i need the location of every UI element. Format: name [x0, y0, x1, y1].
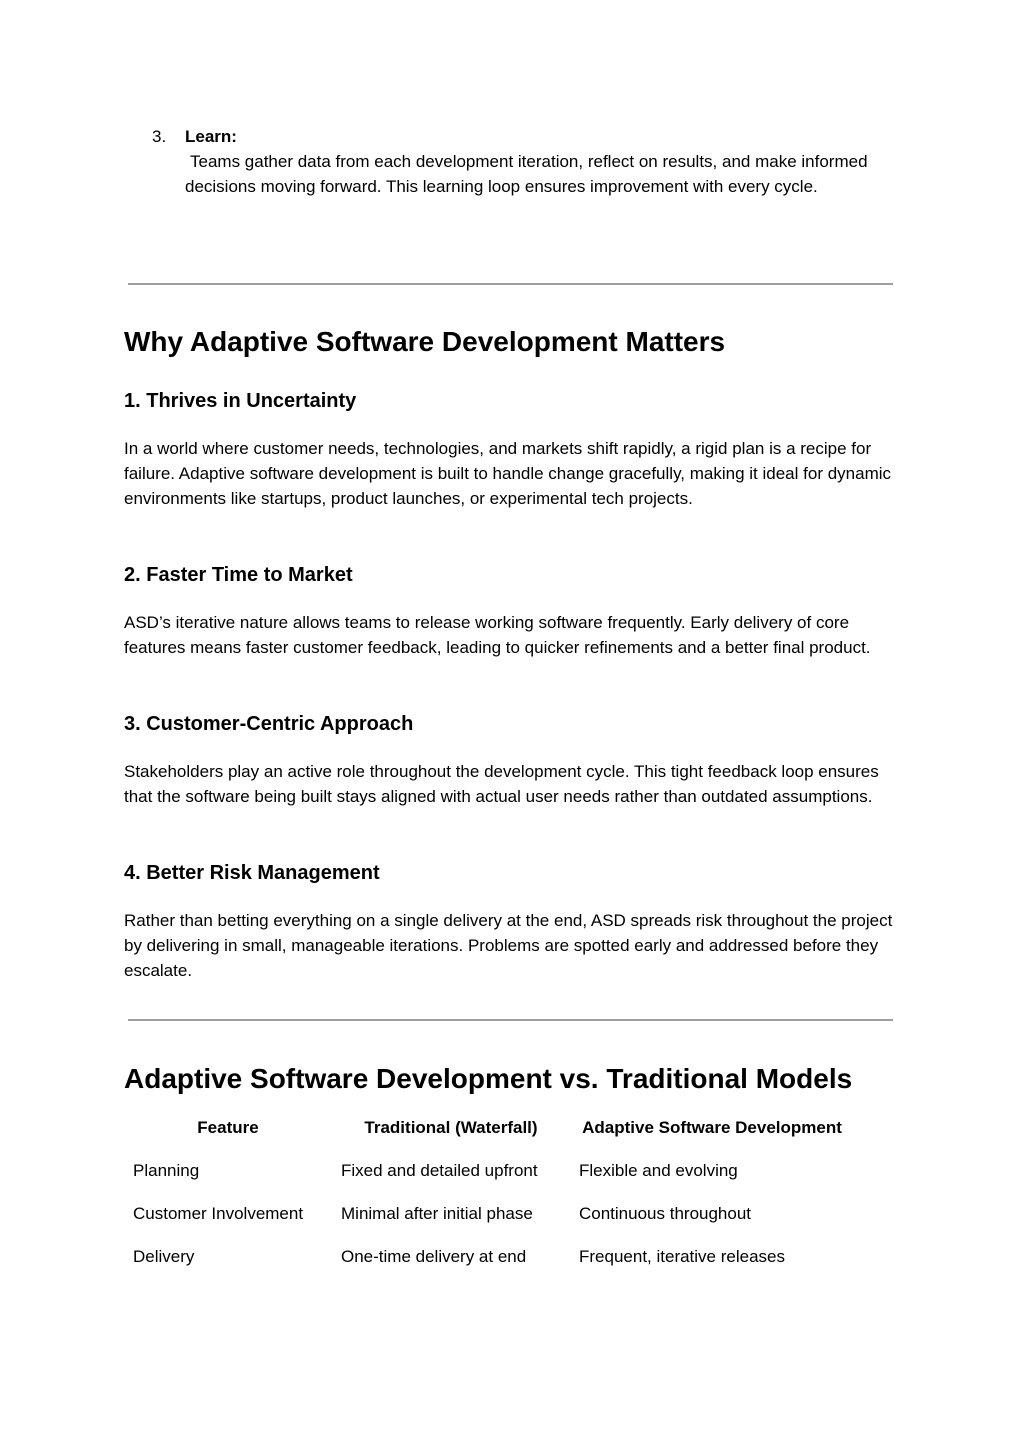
- section-divider: [128, 283, 893, 285]
- column-header: Feature: [197, 1118, 259, 1137]
- section-heading-why: Why Adaptive Software Development Matters: [124, 326, 726, 357]
- list-item-text: [185, 149, 905, 199]
- point-paragraph: Stakeholders play an active role throughout the development cycle. This tight feedback loop ensures that the software being built stays aligned with actual user needs rather than outdated assumptions.: [124, 762, 879, 806]
- table-row: [124, 1158, 854, 1201]
- point-paragraph: ASD’s iterative nature allows teams to release working software frequently. Early delivery of core features means faster customer feedback, leading to quicker refinements and a better final product.: [124, 613, 871, 657]
- comparison-table: [124, 1115, 854, 1287]
- list-item-title: Learn:: [185, 127, 237, 146]
- table-cell: Planning: [133, 1161, 200, 1180]
- table-row: [124, 1201, 854, 1244]
- table-cell: Continuous throughout: [579, 1204, 752, 1223]
- table-cell: Minimal after initial phase: [341, 1204, 533, 1223]
- point-title: 2. Faster Time to Market: [124, 564, 353, 586]
- table-cell: Frequent, iterative releases: [579, 1247, 785, 1266]
- column-header: Traditional (Waterfall): [364, 1118, 538, 1137]
- table-cell: One-time delivery at end: [341, 1247, 527, 1266]
- table-header-row: [124, 1115, 854, 1158]
- point-paragraph: Rather than betting everything on a single delivery at the end, ASD spreads risk throughout the project by delivering in small, manageable iterations. Problems are spotted early and addressed before they escalate.: [124, 911, 893, 980]
- list-number: 3.: [152, 127, 167, 146]
- point-paragraph: In a world where customer needs, technologies, and markets shift rapidly, a rigid plan is a recipe for failure. Adaptive software development is built to handle change gracefully, making it ideal for dynamic environments like startups, product launches, or experimental tech projects.: [124, 439, 892, 508]
- point-title: 4. Better Risk Management: [124, 862, 380, 884]
- table-cell: Customer Involvement: [133, 1204, 304, 1223]
- table-cell: Flexible and evolving: [579, 1161, 738, 1180]
- table-row: [124, 1244, 854, 1287]
- table-cell: Fixed and detailed upfront: [341, 1161, 538, 1180]
- table-cell: Delivery: [133, 1247, 195, 1266]
- point-title: 1. Thrives in Uncertainty: [124, 390, 357, 412]
- point-title: 3. Customer-Centric Approach: [124, 713, 414, 735]
- list-item-text-content: Teams gather data from each development iteration, reflect on results, and make informed decisions moving forward. This learning loop ensures improvement with every cycle.: [185, 152, 868, 196]
- learn-list-item: [185, 124, 905, 199]
- section-heading-comparison: Adaptive Software Development vs. Traditional Models: [124, 1063, 853, 1094]
- section-divider: [128, 1019, 893, 1021]
- column-header: Adaptive Software Development: [582, 1118, 842, 1137]
